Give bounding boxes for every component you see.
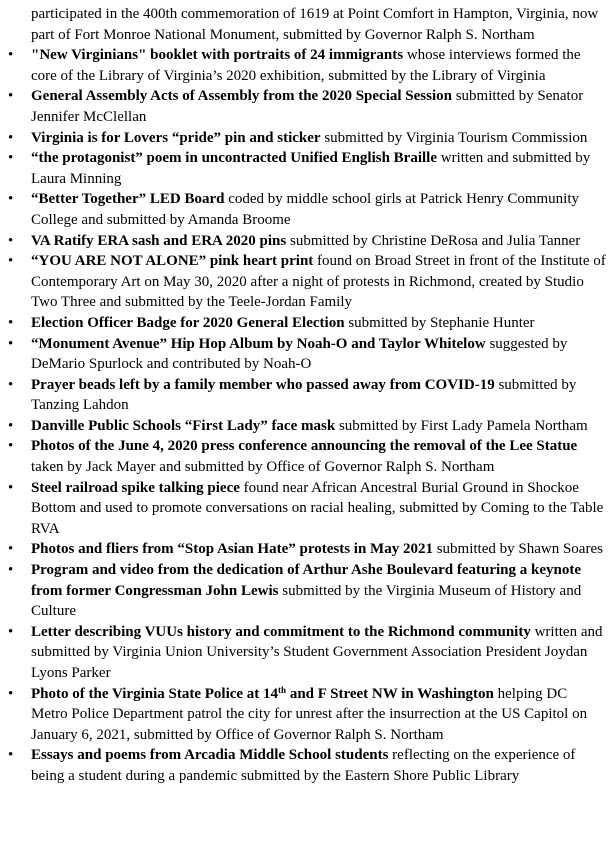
list-item xyxy=(8,45,606,86)
item-title: “YOU ARE NOT ALONE” pink heart print xyxy=(31,253,314,270)
list-item xyxy=(8,745,606,786)
item-detail: submitted by Virginia Tourism Commission xyxy=(320,129,588,146)
item-detail: found on Broad Street in front of the Institute of Contemporary Art on May 30, 2020 after a night of protests in Richmond, created by Studio Two Three and submitted by the Teele-Jordan Family xyxy=(31,253,606,311)
bullet: • xyxy=(8,376,14,393)
item-title: Prayer beads left by a family member who passed away from COVID-19 xyxy=(31,376,495,393)
item-detail: submitted by Senator Jennifer McClellan xyxy=(31,88,584,125)
list-item xyxy=(8,436,606,477)
list-item xyxy=(8,251,606,313)
bullet: • xyxy=(8,562,14,579)
item-title: Photos and fliers from “Stop Asian Hate” protests in May 2021 xyxy=(31,541,433,558)
list-item xyxy=(8,622,606,684)
item-title: Danville Public Schools “First Lady” face mask xyxy=(31,417,336,434)
item-title: General Assembly Acts of Assembly from the 2020 Special Session xyxy=(31,88,452,105)
list-item xyxy=(8,684,606,746)
list-item xyxy=(8,231,606,252)
bullet: • xyxy=(8,314,14,331)
item-detail: submitted by Tanzing Lahdon xyxy=(31,376,577,414)
item-title: Virginia is for Lovers “pride” pin and sticker xyxy=(31,129,321,146)
list-item xyxy=(8,560,606,622)
item-detail: found near African Ancestral Burial Ground in Shockoe Bottom and used to promote conversations on racial healing, submitted by Coming to the Table RVA xyxy=(31,479,604,537)
item-title: Essays and poems from Arcadia Middle School students xyxy=(31,747,389,764)
item-detail: whose interviews formed the core of the Library of Virginia’s 2020 exhibition, submitted by the Library of Virginia xyxy=(31,47,581,84)
bullet: • xyxy=(8,47,14,64)
list-item xyxy=(8,416,606,437)
item-title-pre: Photo of the Virginia State Police at 14 xyxy=(31,685,279,702)
bullet: • xyxy=(8,150,14,167)
item-detail: submitted by Stephanie Hunter xyxy=(344,314,535,331)
item-detail: submitted by the Virginia Museum of History and Culture xyxy=(31,582,582,620)
bullet: • xyxy=(8,129,14,146)
item-detail: helping DC Metro Police Department patrol the city for unrest after the insurrection at the US Capitol on January 6, 2021, submitted by Office of Governor Ralph S. Northam xyxy=(31,685,588,743)
list-item xyxy=(8,128,606,149)
item-detail: written and submitted by Laura Minning xyxy=(31,150,591,187)
item-detail: taken by Jack Mayer and submitted by Office of Governor Ralph S. Northam xyxy=(31,459,495,476)
item-title: Letter describing VUUs history and commitment to the Richmond community xyxy=(31,623,531,640)
item-detail: coded by middle school girls at Patrick Henry Community College and submitted by Amanda Broome xyxy=(31,191,579,228)
item-detail: reflecting on the experience of being a student during a pandemic submitted by the Eastern Shore Public Library xyxy=(31,747,576,784)
item-title: “Monument Avenue” Hip Hop Album by Noah-O and Taylor Whitelow xyxy=(31,335,486,352)
list-item xyxy=(8,148,606,189)
item-title: “the protagonist” poem in uncontracted Unified English Braille xyxy=(31,150,437,167)
item-title: Steel railroad spike talking piece xyxy=(31,479,240,496)
list-item xyxy=(8,189,606,230)
list-item xyxy=(8,478,606,540)
item-list xyxy=(8,45,606,786)
item-detail: submitted by Shawn Soares xyxy=(432,541,603,558)
bullet: • xyxy=(8,479,14,496)
list-item xyxy=(8,539,606,560)
list-item xyxy=(8,86,606,127)
item-title: Program and video from the dedication of Arthur Ashe Boulevard featuring a keynote from former Congressman John Lewis xyxy=(31,562,581,599)
bullet: • xyxy=(8,438,14,455)
bullet: • xyxy=(8,88,14,105)
list-item xyxy=(8,334,606,375)
bullet: • xyxy=(8,335,14,352)
bullet: • xyxy=(8,747,14,764)
item-title: Photos of the June 4, 2020 press conference announcing the removal of the Lee Statue xyxy=(31,438,578,455)
continuation-text: participated in the 400th commemoration of 1619 at Point Comfort in Hampton, Virginia, now part of Fort Monroe National Monument, submitted by Governor Ralph S. Northam xyxy=(31,6,599,43)
item-title: Election Officer Badge for 2020 General Election xyxy=(31,314,345,331)
ordinal-suffix: th xyxy=(278,684,287,695)
item-title: “Better Together” LED Board xyxy=(31,191,225,208)
bullet: • xyxy=(8,685,14,702)
bullet: • xyxy=(8,232,14,249)
item-title-post: and F Street NW in Washington xyxy=(286,685,494,702)
item-detail: submitted by Christine DeRosa and Julia Tanner xyxy=(286,232,581,249)
item-detail: suggested by DeMario Spurlock and contributed by Noah-O xyxy=(31,335,568,373)
bullet: • xyxy=(8,191,14,208)
bullet: • xyxy=(8,541,14,558)
bullet: • xyxy=(8,623,14,640)
list-item xyxy=(8,313,606,334)
item-detail: submitted by First Lady Pamela Northam xyxy=(335,417,588,434)
item-title: VA Ratify ERA sash and ERA 2020 pins xyxy=(31,232,287,249)
list-item xyxy=(8,375,606,416)
item-title: "New Virginians" booklet with portraits of 24 immigrants xyxy=(31,47,404,64)
bullet: • xyxy=(8,417,14,434)
bullet: • xyxy=(8,253,14,270)
item-title xyxy=(31,686,494,702)
item-detail: written and submitted by Virginia Union University’s Student Government Association President Joydan Lyons Parker xyxy=(31,623,603,681)
